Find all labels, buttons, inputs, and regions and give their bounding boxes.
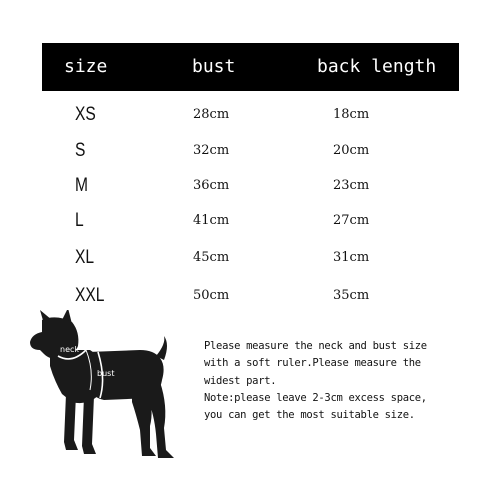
bust-cell: 50cm [193, 288, 230, 303]
size-cell: XXL [75, 285, 105, 306]
table-row [0, 243, 500, 273]
header-size: size [64, 56, 108, 77]
size-cell: XS [75, 104, 96, 125]
back-length-cell: 20cm [333, 143, 370, 158]
instruction-line: with a soft ruler.Please measure the [204, 357, 421, 370]
size-cell: S [75, 140, 86, 161]
measurement-instructions [204, 338, 494, 424]
bust-cell: 32cm [193, 143, 230, 158]
dog-measurement-diagram [28, 310, 188, 470]
instruction-line: Please measure the neck and bust size [204, 340, 427, 352]
bust-label: bust [97, 369, 115, 378]
instruction-line: widest part. [204, 374, 277, 387]
bust-cell: 41cm [193, 213, 230, 228]
table-row [0, 100, 500, 130]
bust-cell: 28cm [193, 107, 230, 122]
instruction-line: you can get the most suitable size. [204, 409, 415, 422]
back-length-cell: 31cm [333, 250, 370, 265]
bust-cell: 36cm [193, 178, 230, 193]
back-length-cell: 23cm [333, 178, 370, 193]
back-length-cell: 35cm [333, 288, 370, 303]
table-row [0, 171, 500, 201]
header-back-length: back length [317, 56, 437, 77]
size-cell: XL [75, 247, 95, 268]
bust-cell: 45cm [193, 250, 230, 265]
back-length-cell: 27cm [333, 213, 370, 228]
neck-label: neck [60, 345, 80, 354]
instruction-line: Note:please leave 2-3cm excess space, [204, 391, 427, 404]
size-cell: M [75, 175, 88, 196]
size-table-header [42, 43, 459, 91]
table-row [0, 136, 500, 166]
table-row [0, 206, 500, 236]
table-row [0, 281, 500, 311]
size-cell: L [75, 210, 84, 231]
header-bust: bust [192, 56, 236, 77]
back-length-cell: 18cm [333, 107, 370, 122]
